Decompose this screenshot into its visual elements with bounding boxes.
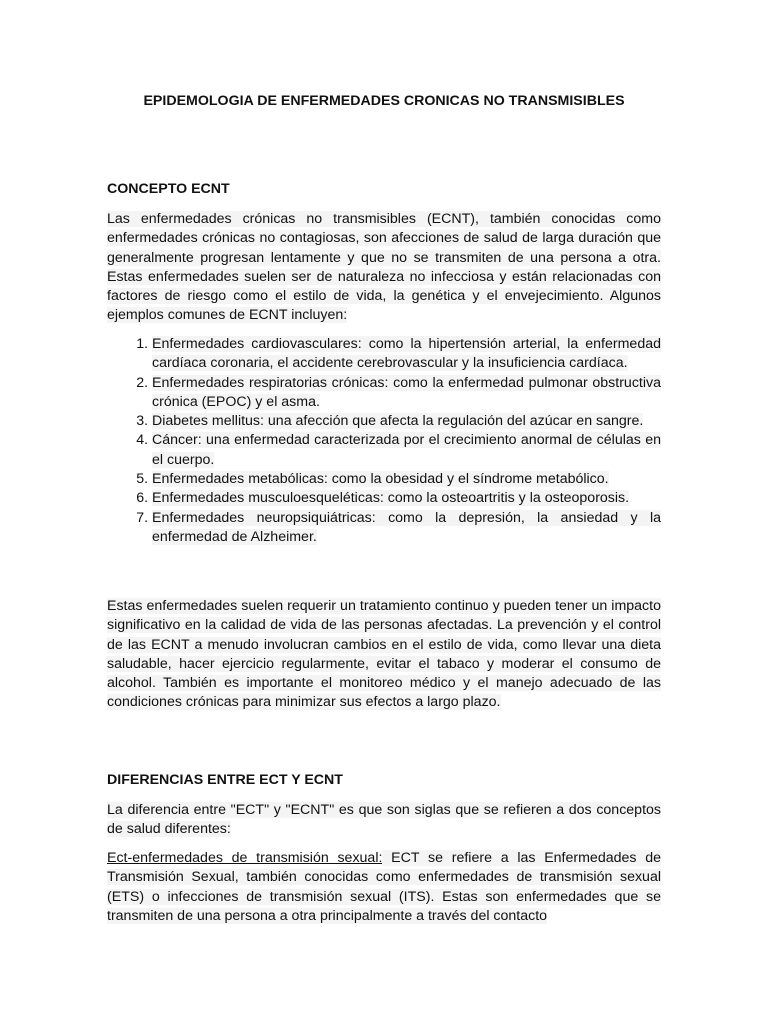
list-item [152,489,661,508]
ect-label: Ect-enfermedades de transmisión sexual: [107,850,383,866]
list-item [152,470,661,489]
document-title: EPIDEMOLOGIA DE ENFERMEDADES CRONICAS NO TRANSMISIBLES [143,93,625,109]
paragraph-concepto-closing [107,597,661,713]
list-item-text: Cáncer: una enfermedad caracterizada por el crecimiento anormal de células en el cuerpo. [152,432,661,468]
list-item-text: Enfermedades metabólicas: como la obesidad y el síndrome metabólico. [152,471,609,488]
paragraph-text: Las enfermedades crónicas no transmisibles (ECNT), también conocidas como enfermedades crónicas no contagiosas, son afecciones de salud de larga duración que generalmente progresan lentamente y que no se transmiten de una persona a otra. Estas enfermedades suelen ser de naturaleza no infecciosa y están relacionadas con factores de riesgo como el estilo de vida, la genética y el envejecimiento. Algunos ejemplos comunes de ECNT incluyen: [107,211,661,324]
ect-text: ECT se refiere a las Enfermedades de Transmisión Sexual, también conocidas como enfermedades de transmisión sexual (ETS) o infecciones de transmisión sexual (ITS). Estas son enfermedades que se transmiten de una persona a otra principalmente a través del contacto [107,850,661,924]
ecnt-examples-list [107,335,661,547]
list-item-text: Enfermedades musculoesqueléticas: como la osteoartritis y la osteoporosis. [152,490,630,507]
paragraph-ect-definition [107,849,661,926]
paragraph-concepto-intro [107,210,661,326]
list-item-text: Enfermedades cardiovasculares: como la hipertensión arterial, la enfermedad cardíaca coronaria, el accidente cerebrovascular y la insuficiencia cardíaca. [152,336,661,372]
list-item [152,431,661,470]
list-item [152,412,661,431]
list-item-text: Enfermedades neuropsiquiátricas: como la depresión, la ansiedad y la enfermedad de Alzheimer. [152,509,661,545]
paragraph-text: Estas enfermedades suelen requerir un tratamiento continuo y pueden tener un impacto significativo en la calidad de vida de las personas afectadas. La prevención y el control de las ECNT a menudo involucran cambios en el estilo de vida, como llevar una dieta saludable, hacer ejercicio regularmente, evitar el tabaco y moderar el consumo de alcohol. También es importante el monitoreo médico y el manejo adecuado de las condiciones crónicas para minimizar sus efectos a largo plazo. [107,598,661,711]
list-item-text: Enfermedades respiratorias crónicas: como la enfermedad pulmonar obstructiva crónica (EPOC) y el asma. [152,374,661,410]
list-item [152,509,661,548]
list-item-text: Diabetes mellitus: una afección que afecta la regulación del azúcar en sangre. [152,413,644,430]
list-item [152,374,661,413]
section-heading-diferencias: DIFERENCIAS ENTRE ECT Y ECNT [107,772,343,788]
paragraph-text: La diferencia entre "ECT" y "ECNT" es que son siglas que se refieren a dos conceptos de salud diferentes: [107,802,661,838]
section-heading-concepto: CONCEPTO ECNT [107,181,230,197]
list-item [152,335,661,374]
paragraph-diferencias-intro [107,801,661,840]
